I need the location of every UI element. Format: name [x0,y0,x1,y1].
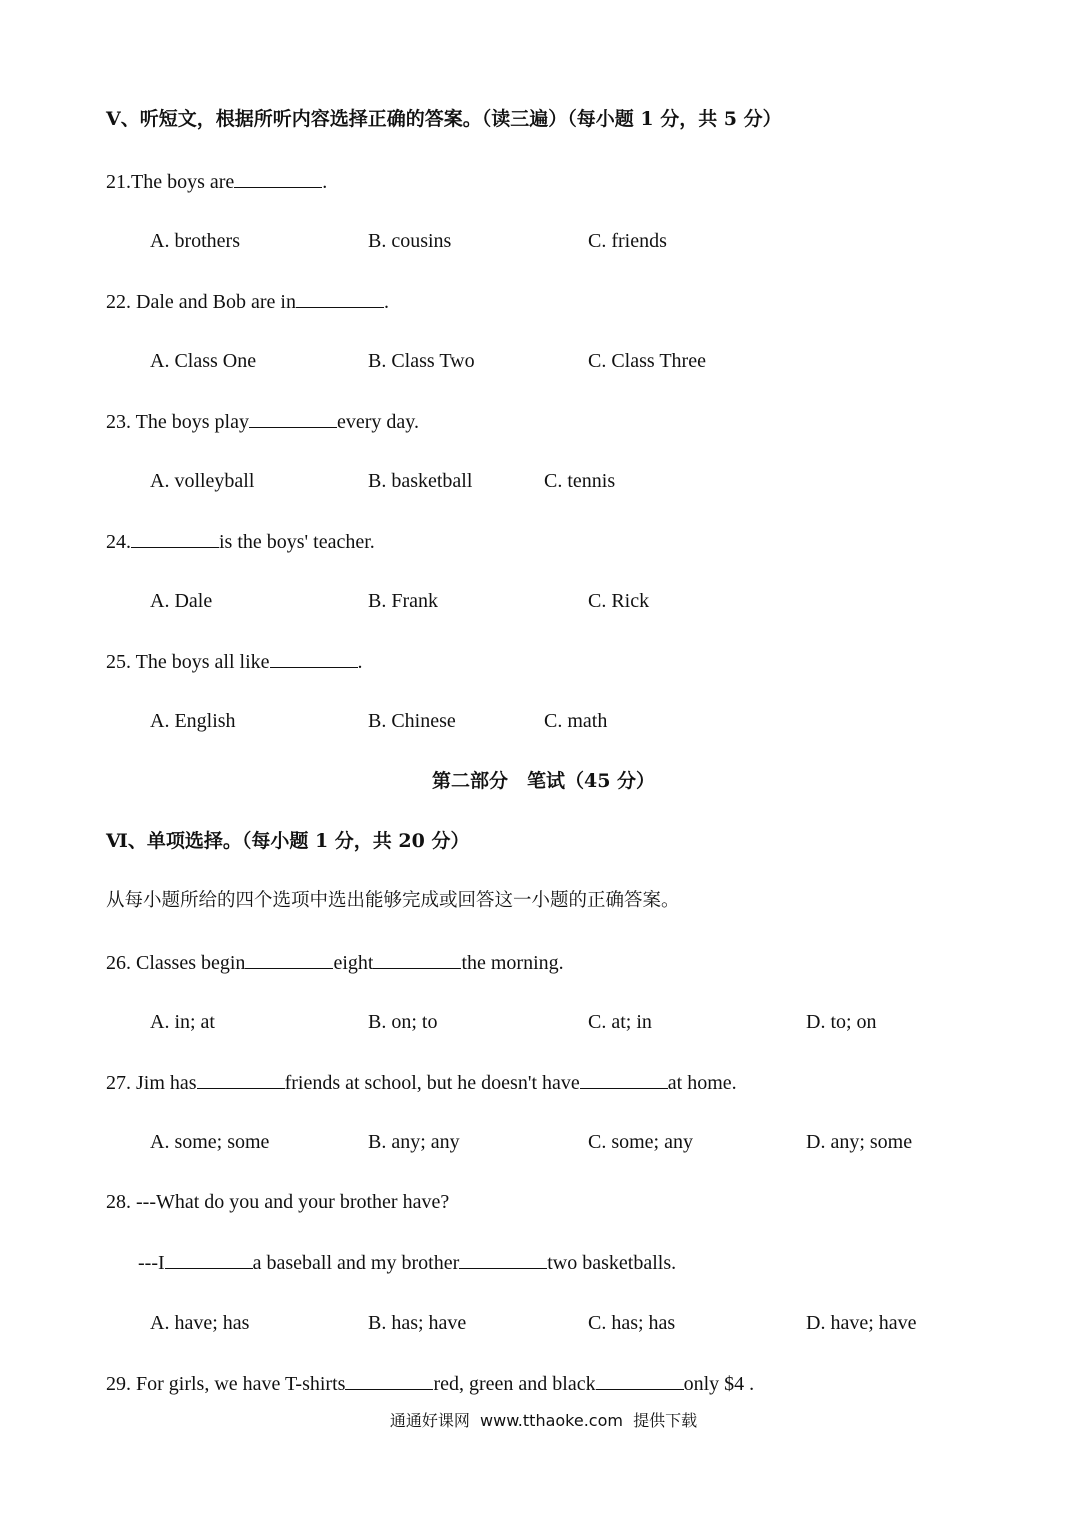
option-c: C. math [544,710,608,732]
question-text: two basketballs. [547,1252,677,1274]
answer-blank [596,1371,684,1390]
option-a: A. Dale [150,590,213,612]
option-b: B. basketball [368,470,473,492]
option-c: C. friends [588,230,667,252]
option-b: B. Frank [368,590,438,612]
answer-blank [234,169,322,188]
option-d: D. any; some [806,1131,913,1153]
answer-blank [197,1070,285,1089]
option-b: B. cousins [368,230,452,252]
option-d: D. to; on [806,1011,877,1033]
answer-blank [249,409,337,428]
option-b: B. on; to [368,1011,438,1033]
answer-blank [580,1070,668,1089]
question-text: ---I [138,1252,165,1274]
question-text: eight [333,952,374,974]
option-b: B. Chinese [368,710,456,732]
question-text: . [322,171,328,193]
question-21 [106,169,327,194]
answer-blank [373,950,461,969]
option-a: A. English [150,710,236,732]
option-a: A. Class One [150,350,257,372]
answer-blank [296,289,384,308]
option-c: C. tennis [544,470,616,492]
question-text: friends at school, but he doesn't have [284,1072,580,1094]
question-text: 21.The boys are [106,171,235,193]
question-text: . [357,651,363,673]
question-text: 22. Dale and Bob are in [106,291,296,313]
answer-blank [270,649,358,668]
question-text: . [383,291,389,313]
question-24 [106,529,375,554]
option-a: A. volleyball [150,470,255,492]
option-b: B. has; have [368,1312,467,1334]
question-text: a baseball and my brother [252,1252,460,1274]
option-a: A. in; at [150,1011,215,1033]
option-a: A. some; some [150,1131,270,1153]
question-28-reply [138,1250,676,1275]
question-text: the morning. [461,952,564,974]
question-26 [106,950,564,975]
answer-blank [165,1250,253,1269]
option-c: C. Rick [588,590,650,612]
question-27 [106,1070,737,1095]
option-c: C. at; in [588,1011,652,1033]
option-c: C. has; has [588,1312,676,1334]
question-text: 29. For girls, we have T-shirts [106,1373,346,1395]
section-6-heading: Ⅵ、单项选择。（每小题 1 分，共 20 分） [106,830,470,852]
question-28: 28. ---What do you and your brother have? [106,1191,450,1213]
question-text: only $4 . [683,1373,755,1395]
question-25 [106,649,363,674]
question-text: every day. [336,411,419,433]
question-29 [106,1371,754,1396]
question-text: at home. [667,1072,737,1094]
answer-blank [131,529,219,548]
question-text: red, green and black [433,1373,596,1395]
question-text: 24. [106,531,131,553]
option-a: A. have; has [150,1312,250,1334]
option-d: D. have; have [806,1312,917,1334]
section-5-heading: Ⅴ、听短文，根据所听内容选择正确的答案。（读三遍）（每小题 1 分，共 5 分） [106,108,782,130]
option-a: A. brothers [150,230,240,252]
question-text: 26. Classes begin [106,952,246,974]
option-c: C. some; any [588,1131,693,1153]
answer-blank [459,1250,547,1269]
answer-blank [345,1371,433,1390]
option-c: C. Class Three [588,350,706,372]
question-23 [106,409,419,434]
page-footer: 通通好课网 www.tthaoke.com 提供下载 [389,1411,698,1430]
section-6-instruction: 从每小题所给的四个选项中选出能够完成或回答这一小题的正确答案。 [106,890,680,911]
question-text: 23. The boys play [106,411,249,433]
option-b: B. any; any [368,1131,460,1153]
answer-blank [245,950,333,969]
part-2-title: 第二部分 笔试（45 分） [431,770,656,792]
option-b: B. Class Two [368,350,475,372]
question-text: 25. The boys all like [106,651,270,673]
question-text: 27. Jim has [106,1072,197,1094]
question-22 [106,289,389,314]
question-text: is the boys' teacher. [219,531,375,553]
